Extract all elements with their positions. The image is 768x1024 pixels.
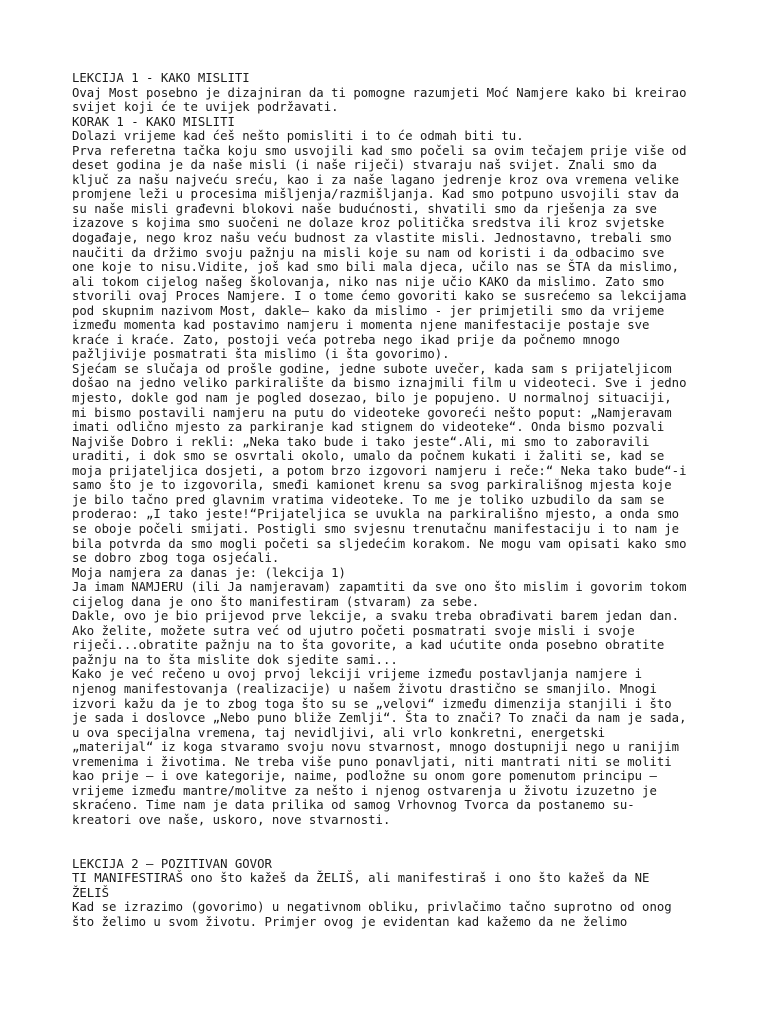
text-line: svijet koji će te uvijek podržavati. bbox=[72, 100, 339, 115]
text-line: stvorili ovaj Proces Namjere. I o tome ćemo govoriti kako se susrećemo sa lekcijama bbox=[72, 289, 687, 304]
spacer bbox=[72, 842, 712, 857]
step-heading: KORAK 1 - KAKO MISLITI bbox=[72, 114, 235, 129]
text-line: vrijeme između mantre/molitve za nešto i njenog ostvarenja u životu izuzetno je bbox=[72, 783, 657, 798]
text-line: kreatori ove naše, uskoro, nove stvarnosti. bbox=[72, 812, 391, 827]
text-line: proderao: „I tako jeste!“Prijateljica se uvukla na parkirališno mjesto, a onda smo bbox=[72, 507, 680, 522]
text-line: u ova specijalna vremena, taj nevidljivi, ali vrlo konkretni, energetski bbox=[72, 725, 606, 740]
text-line: se oboje počeli smijati. Postigli smo svjesnu trenutačnu manifestaciju i to nam je bbox=[72, 521, 680, 536]
text-line: njenog manifestovanja (realizacije) u našem životu drastično se smanjilo. Mnogi bbox=[72, 681, 657, 696]
text-line: promjene leži u procesima mišljenja/razmišljanja. Kad smo potpuno usvojili stav da bbox=[72, 187, 680, 202]
text-line: izazove s kojima smo suočeni ne dolaze kroz politička sredstva ili kroz svjetske bbox=[72, 216, 665, 231]
paragraph-2 bbox=[72, 362, 712, 566]
text-line: „materijal“ iz koga stvaramo svoju novu stvarnost, mnogo dostupniji nego u ranijim bbox=[72, 740, 680, 755]
spacer bbox=[72, 827, 712, 842]
text-line: samo što je to izgovorila, smeđi kamionet krenu sa svog parkirališnog mjesta koje bbox=[72, 478, 672, 493]
lesson-2-paragraph-1 bbox=[72, 900, 712, 929]
text-line: događaje, nego kroz našu veću budnost za vlastite misli. Jednostavno, trebali smo bbox=[72, 231, 672, 246]
text-line: Ovaj Most posebno je dizajniran da ti pomogne razumjeti Moć Namjere kako bi kreirao bbox=[72, 85, 687, 100]
text-line: imati odlično mjesto za parkiranje kad stignem do videoteke“. Onda bismo pozvali bbox=[72, 420, 665, 435]
text-line: ali tokom cijelog našeg školovanja, niko nas nije učio KAKO da mislimo. Zato smo bbox=[72, 274, 665, 289]
text-line: su naše misli građevni blokovi naše budućnosti, shvatili smo da rješenja za sve bbox=[72, 201, 657, 216]
intention-heading: Moja namjera za danas je: (lekcija 1) bbox=[72, 565, 346, 580]
text-line: ključ za našu najveću sreću, kao i za naše lagano jedrenje kroz ova vremena velike bbox=[72, 172, 680, 187]
text-line: Kad se izrazimo (govorimo) u negativnom obliku, privlačimo tačno suprotno od onog bbox=[72, 900, 672, 915]
text-line: pod skupnim nazivom Most, dakle– kako da mislimo - jer primjetili smo da vrijeme bbox=[72, 303, 665, 318]
text-line: mi bismo postavili namjeru na putu do videoteke govoreći nešto poput: „Namjeravam bbox=[72, 405, 672, 420]
text-line: se dobro zbog toga osjećali. bbox=[72, 551, 280, 566]
text-line: Ako želite, možete sutra već od ujutro početi posmatrati svoje misli i svoje bbox=[72, 623, 635, 638]
text-line: Dakle, ovo je bio prijevod prve lekcije, a svaku treba obrađivati barem jedan dan. bbox=[72, 609, 680, 624]
text-line: TI MANIFESTIRAŠ ono što kažeš da ŽELIŠ, ali manifestiraš i ono što kažeš da NE bbox=[72, 871, 650, 886]
text-line: Ja imam NAMJERU (ili Ja namjeravam) zapamtiti da sve ono što mislim i govorim tokom bbox=[72, 580, 687, 595]
step-line: Dolazi vrijeme kad ćeš nešto pomisliti i to će odmah biti tu. bbox=[72, 129, 524, 144]
text-line: Najviše Dobro i rekli: „Neka tako bude i tako jeste“.Ali, mi smo to zaboravili bbox=[72, 434, 650, 449]
text-line: moja prijateljica dosjeti, a potom brzo izgovori namjeru i reče:“ Neka tako bude“-i bbox=[72, 463, 687, 478]
lesson-1-intro bbox=[72, 86, 712, 115]
text-line: mjesto, dokle god nam je pogled dosezao, bilo je popujeno. U normalnoj situaciji, bbox=[72, 391, 672, 406]
text-line: one koje to nisu.Vidite, još kad smo bili mala djeca, učilo nas se ŠTA da mislimo, bbox=[72, 260, 680, 275]
text-line: je sada i doslovce „Nebo puno bliže Zemlji“. Šta to znači? To znači da nam je sada, bbox=[72, 711, 687, 726]
text-line: riječi...obratite pažnju na to šta govorite, a kad ućutite onda posebno obratite bbox=[72, 638, 665, 653]
text-line: ŽELIŠ bbox=[72, 885, 110, 900]
text-line: pažnju na to šta mislite dok sjedite sami... bbox=[72, 652, 398, 667]
text-line: Kako je već rečeno u ovoj prvoj lekciji vrijeme između postavljanja namjere i bbox=[72, 667, 643, 682]
text-line: uraditi, i dok smo se osvrtali okolo, umalo da počnem kukati i žaliti se, kad se bbox=[72, 449, 665, 464]
text-line: kraće i kraće. Zato, postoji veća potreba nego ikad prije da počnemo mnogo bbox=[72, 332, 620, 347]
paragraph-1 bbox=[72, 144, 712, 362]
text-line: kao prije – i ove kategorije, naime, podložne su onom gore pomenutom principu – bbox=[72, 769, 657, 784]
lesson-2-subheading bbox=[72, 871, 712, 900]
text-line: naučiti da držimo svoju pažnju na misli koje su nam od koristi i da odbacimo sve bbox=[72, 245, 665, 260]
lesson-2-heading: LEKCIJA 2 – POZITIVAN GOVOR bbox=[72, 856, 272, 871]
text-line: vremenima i životima. Ne treba više puno ponavljati, niti mantrati niti se moliti bbox=[72, 754, 672, 769]
text-line: je bilo tačno pred glavnim vratima videoteke. To me je toliko uzbudilo da sam se bbox=[72, 492, 665, 507]
text-line: što želimo u svom životu. Primjer ovog je evidentan kad kažemo da ne želimo bbox=[72, 914, 628, 929]
document-page bbox=[72, 71, 712, 929]
text-line: pažljivije posmatrati šta mislimo (i šta govorimo). bbox=[72, 347, 450, 362]
text-line: došao na jedno veliko parkiralište da bismo iznajmili film u videoteci. Sve i jedno bbox=[72, 376, 687, 391]
text-line: deset godina je da naše misli (i naše riječi) stvaraju naš svijet. Znali smo da bbox=[72, 158, 657, 173]
lesson-2 bbox=[72, 857, 712, 930]
paragraph-3 bbox=[72, 609, 712, 667]
intention-statement bbox=[72, 580, 712, 609]
text-line: izvori kažu da je to zbog toga što su se „velovi“ između dimenzija stanjili i što bbox=[72, 696, 672, 711]
text-line: cijelog dana je ono što manifestiram (stvaram) za sebe. bbox=[72, 594, 480, 609]
text-line: Sjećam se slučaja od prošle godine, jedne subote uvečer, kada sam s prijateljicom bbox=[72, 361, 672, 376]
text-line: bila potvrda da smo mogli početi sa sljedećim korakom. Ne mogu vam opisati kako smo bbox=[72, 536, 687, 551]
paragraph-4 bbox=[72, 667, 712, 827]
lesson-1 bbox=[72, 71, 712, 827]
text-line: između momenta kad postavimo namjeru i momenta njene manifestacije postaje sve bbox=[72, 318, 650, 333]
text-line: Prva referetna tačka koju smo usvojili kad smo počeli sa ovim tečajem prije više od bbox=[72, 143, 687, 158]
text-line: skraćeno. Time nam je data prilika od samog Vrhovnog Tvorca da postanemo su- bbox=[72, 798, 635, 813]
lesson-1-heading: LEKCIJA 1 - KAKO MISLITI bbox=[72, 71, 250, 85]
